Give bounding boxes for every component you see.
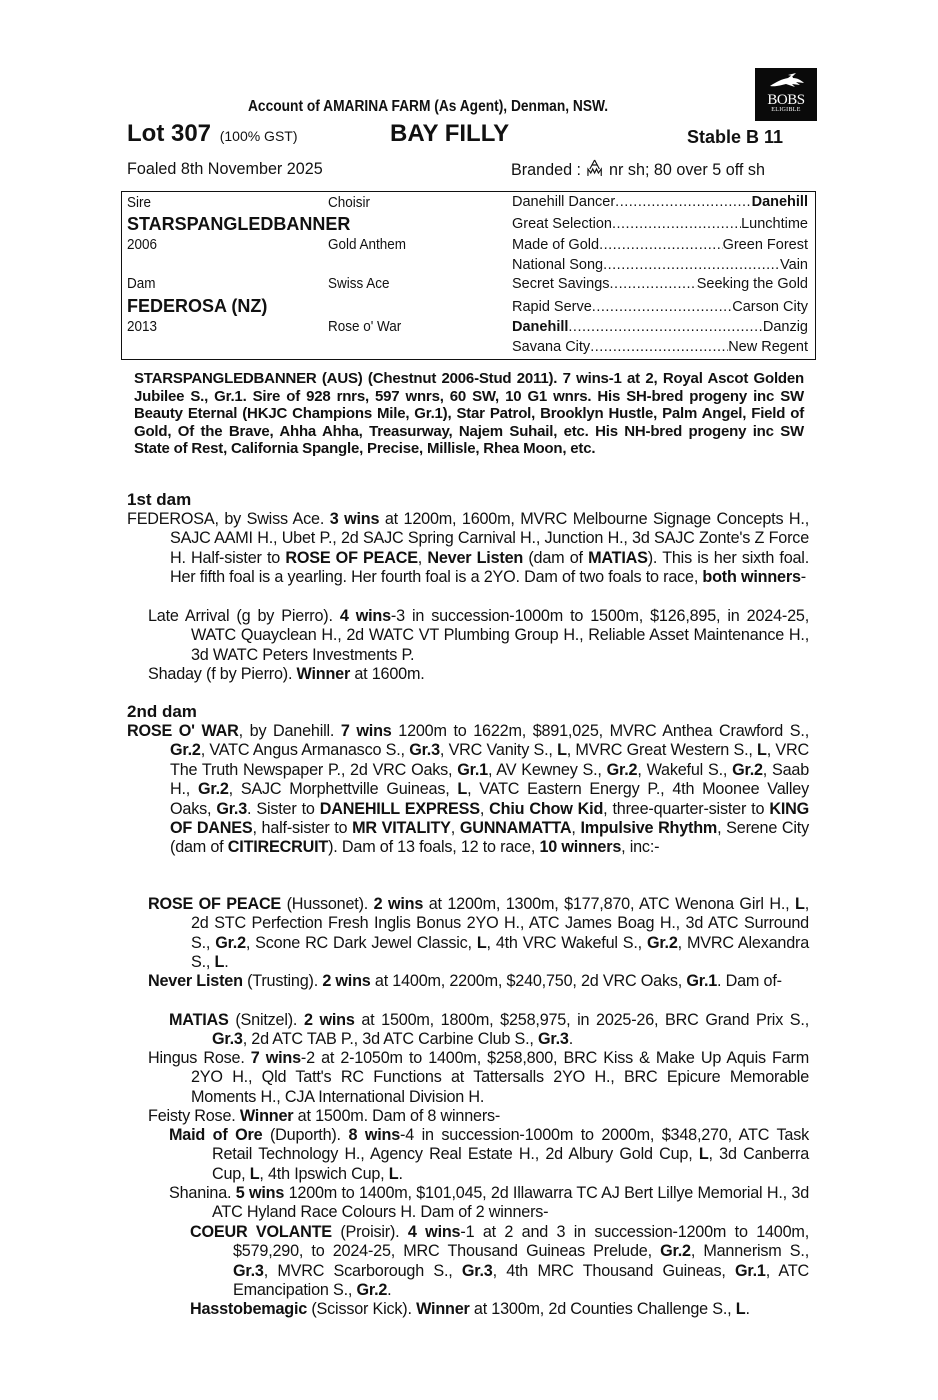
- lot-label: Lot 307: [127, 120, 212, 147]
- badge-subtitle: ELIGIBLE: [771, 107, 801, 113]
- badge-title: BOBS: [767, 92, 805, 108]
- grand-progeny-entry: MATIAS (Snitzel). 2 wins at 1500m, 1800m, $258,975, in 2025-26, BRC Grand Prix S., Gr.3, 2d ATC TAB P., 3d ATC Carbine Club S., Gr.3.: [169, 1011, 810, 1049]
- gst-note: (100% GST): [219, 128, 298, 144]
- leader-dots: [590, 339, 728, 355]
- sire-year: 2006: [127, 237, 158, 253]
- leader-dots: [599, 237, 723, 253]
- brand-mark-icon: [587, 159, 602, 182]
- sire-name: STARSPANGLEDBANNER: [127, 214, 351, 234]
- grandparent-row: [512, 194, 808, 210]
- leader-dots: [592, 299, 732, 315]
- gp-left: Savana City: [512, 339, 591, 355]
- bobs-eligible-badge: [755, 68, 817, 121]
- grand-progeny-entry: Maid of Ore (Duporth). 8 wins-4 in succession-1000m to 2000m, $348,270, ATC Task Retail Technology H., Agency Real Estate H., 2d Albury Gold Cup, L, 3d Canberra Cup, L, 4th Ipswich Cup, L.: [169, 1126, 809, 1183]
- progeny-entry: Hingus Rose. 7 wins-2 at 2-1050m to 1400m, $258,800, BRC Kiss & Make Up Aquis Farm 2YO H., Qld Tatt's RC Functions at Tattersalls 2YO H., BRC Epicure Memorable Moments H., CJA International Division H.: [148, 1049, 809, 1106]
- great-grand-progeny-entry: COEUR VOLANTE (Proisir). 4 wins-1 at 2 and 3 in succession-1200m to 1400m, $579,290, to 2024-25, MRC Thousand Guineas Prelude, Gr.2, Mannerism S., Gr.3, MVRC Scarborough S., Gr.3, 4th MRC Thousand Guineas, Gr.1, ATC Emancipation S., Gr.2.: [190, 1223, 810, 1300]
- grandparent-row: [512, 299, 808, 315]
- dam-name: FEDEROSA (NZ): [127, 296, 268, 316]
- stable-location: Stable B 11: [687, 127, 784, 147]
- vendor-account: Account of AMARINA FARM (As Agent), Denman, NSW.: [248, 98, 609, 115]
- sire-label: Sire: [127, 195, 151, 211]
- dam-entry: FEDEROSA, by Swiss Ace. 3 wins at 1200m, 1600m, MVRC Melbourne Signage Concepts H., SAJC AAMI H., Ubet P., 2d SAJC Spring Carnival H., Junction H., 3d SAJC Zonte's Z Force H. Half-sister to ROSE OF PEACE, Never Listen (dam of MATIAS). This is her sixth foal. Her fifth foal is a yearling. Her fourth foal is a 2YO. Dam of two foals to race, both winners-: [127, 510, 809, 587]
- gp-left: Secret Savings: [512, 276, 610, 292]
- grandparent-row: [512, 216, 808, 232]
- gp-right: Lunchtime: [741, 216, 808, 232]
- pedigree-table: [121, 191, 816, 360]
- brand-label: Branded :: [511, 160, 582, 179]
- dam-year: 2013: [127, 319, 158, 335]
- leader-dots: [612, 216, 741, 232]
- gp-right: Vain: [780, 257, 808, 273]
- gp-left: Great Selection: [512, 216, 612, 232]
- second-dam-heading: 2nd dam: [127, 702, 197, 721]
- progeny-entry: Feisty Rose. Winner at 1500m. Dam of 8 winners-: [148, 1107, 501, 1125]
- grand-progeny-entry: Shanina. 5 wins 1200m to 1400m, $101,045, 2d Illawarra TC AJ Bert Lillye Memorial H., 3d ATC Hyland Race Colours H. Dam of 2 winners-: [169, 1184, 810, 1222]
- gp-right: Green Forest: [722, 237, 808, 253]
- dam-entry: ROSE O' WAR, by Danehill. 7 wins 1200m to 1622m, $891,025, MVRC Anthea Crawford S., Gr.2, VATC Angus Armanasco S., Gr.3, VRC Vanity S., L, MVRC Great Western S., L, VRC The Truth Newspaper P., 2d VRC Oaks, Gr.1, AV Kewney S., Gr.2, Wakeful S., Gr.2, Saab H., Gr.2, SAJC Morphettville Guineas, L, VATC Eastern Energy P., 4th Moonee Valley Oaks, Gr.3. Sister to DANEHILL EXPRESS, Chiu Chow Kid, three-quarter-sister to KING OF DANES, half-sister to MR VITALITY, GUNNAMATTA, Impulsive Rhythm, Serene City (dam of CITIRECRUIT). Dam of 13 foals, 12 to race, 10 winners, inc:-: [127, 722, 810, 857]
- gp-right: New Regent: [728, 339, 808, 355]
- dam-sire: Swiss Ace: [328, 276, 390, 292]
- grandparent-row: [512, 319, 808, 335]
- great-grand-progeny-entry: Hasstobemagic (Scissor Kick). Winner at 1300m, 2d Counties Challenge S., L.: [190, 1300, 750, 1318]
- gp-left: National Song: [512, 257, 604, 273]
- gp-right: Danehill: [751, 194, 808, 210]
- leader-dots: [610, 276, 697, 292]
- leader-dots: [568, 319, 762, 335]
- horse-description: BAY FILLY: [390, 120, 510, 147]
- dam-dam: Rose o' War: [328, 319, 402, 335]
- progeny-entry: ROSE OF PEACE (Hussonet). 2 wins at 1200m, 1300m, $177,870, ATC Wenona Girl H., L, 2d STC Perfection Fresh Inglis Bonus 2YO H., ATC James Boag H., 3d ATC Surround S., Gr.2, Scone RC Dark Jewel Classic, L, 4th VRC Wakeful S., Gr.2, MVRC Alexandra S., L.: [148, 895, 810, 972]
- gp-left: Danehill Dancer: [512, 194, 616, 210]
- gp-right: Seeking the Gold: [696, 276, 808, 292]
- grandparent-row: [512, 339, 808, 355]
- dam-label: Dam: [127, 276, 156, 292]
- progeny-entry: Late Arrival (g by Pierro). 4 wins-3 in succession-1000m to 1500m, $126,895, in 2024-25, WATC Quayclean H., 2d WATC VT Plumbing Group H., Reliable Asset Maintenance H., 3d WATC Peters Investments P.: [148, 607, 809, 664]
- gp-right: Danzig: [762, 319, 808, 335]
- gp-left: Made of Gold: [512, 237, 600, 253]
- gp-right: Carson City: [732, 299, 808, 315]
- leader-dots: [615, 194, 751, 210]
- gp-left: Rapid Serve: [512, 299, 592, 315]
- progeny-entry: Shaday (f by Pierro). Winner at 1600m.: [148, 665, 425, 683]
- sire-summary: STARSPANGLEDBANNER (AUS) (Chestnut 2006-Stud 2011). 7 wins-1 at 2, Royal Ascot Golden Jubilee S., Gr.1. Sire of 928 rnrs, 597 wnrs, 60 SW, 10 G1 wnrs. His SH-bred progeny inc SW Beauty Eternal (HKJC Champions Mile, Gr.1), Star Patrol, Brooklyn Hustle, Palm Angel, Field of Gold, Of the Brave, Ahha Ahha, Treasurway, Najem Suhail, etc. His NH-bred progeny inc SW State of Rest, California Spangle, Precise, Millisle, Rhea Moon, etc.: [134, 370, 804, 457]
- gp-left: Danehill: [512, 319, 569, 335]
- grandparent-row: [512, 276, 808, 292]
- horse-head-icon: [766, 72, 806, 92]
- leader-dots: [603, 257, 780, 273]
- grandparent-row: [512, 257, 808, 273]
- brand-info: [511, 159, 765, 182]
- brand-text: nr sh; 80 over 5 off sh: [609, 160, 765, 179]
- sire-dam: Gold Anthem: [328, 237, 406, 253]
- grandparent-row: [512, 237, 808, 253]
- progeny-entry: Never Listen (Trusting). 2 wins at 1400m, 2200m, $240,750, 2d VRC Oaks, Gr.1. Dam of-: [148, 972, 782, 990]
- lot-number: [127, 120, 298, 148]
- sire-sire: Choisir: [328, 195, 370, 211]
- foaled-date: Foaled 8th November 2025: [127, 159, 323, 178]
- first-dam-heading: 1st dam: [127, 490, 192, 509]
